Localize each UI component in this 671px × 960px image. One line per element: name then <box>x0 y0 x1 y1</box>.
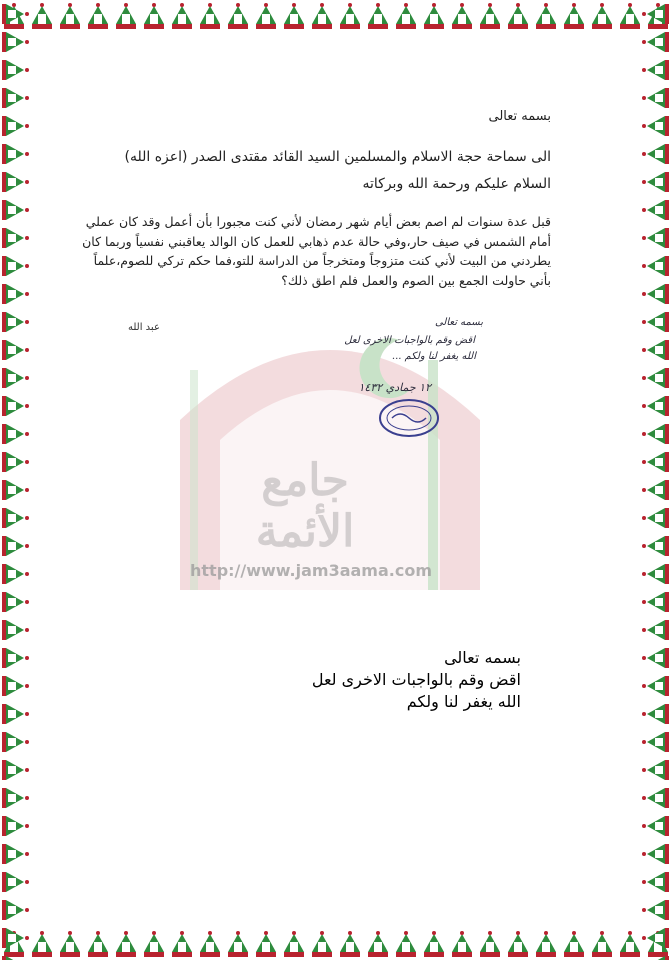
typed-answer <box>312 647 521 713</box>
bottom-border-ornament <box>0 928 671 960</box>
handwritten-date: ١٢ جمادي ١٤٣٢ <box>358 381 431 394</box>
handwritten-answer-line: اقض وقم بالواجبات الاخرى لعل <box>344 335 475 346</box>
watermark-arabic-name: جامع الأئمة <box>255 455 355 557</box>
typed-answer-line: اقض وقم بالواجبات الاخرى لعل <box>311 670 521 689</box>
letter-signer: عبد الله <box>128 322 160 333</box>
right-border-ornament <box>639 0 671 960</box>
watermark-url: http://www.jam3aama.com <box>190 561 432 580</box>
official-seal-stamp <box>378 398 440 438</box>
handwritten-answer-line: الله يغفر لنا ولكم ... <box>391 351 476 362</box>
typed-answer-invocation: بسمه تعالى <box>444 648 521 667</box>
letter-addressee: الى سماحة حجة الاسلام والمسلمين السيد القائد مقتدى الصدر (اعزه الله) <box>124 149 551 165</box>
typed-answer-line: الله يغفر لنا ولكم <box>406 692 521 711</box>
left-border-ornament <box>0 0 32 960</box>
handwritten-invocation: بسمه تعالى <box>434 317 483 328</box>
letter-greeting: السلام عليكم ورحمة الله وبركاته <box>362 176 551 192</box>
top-border-ornament <box>0 0 671 32</box>
letter-question-text: قبل عدة سنوات لم اصم بعض أيام شهر رمضان لأني كنت مجبورا بأن أعمل وقد كان عملي أمام الشمس في صيف حار،وفي حالة عدم ذهابي للعمل كان الوالد يعاقبني نفسياً وربما كان يطردني من البيت لأني كنت متزوجاً ومتخرجاً من الدراسة للتو،فما حكم تركي للصوم،علماً بأني حاولت الجمع بين الصوم والعمل فلم اطق ذلك؟ <box>82 214 551 288</box>
letter-invocation: بسمه تعالى <box>488 109 551 124</box>
